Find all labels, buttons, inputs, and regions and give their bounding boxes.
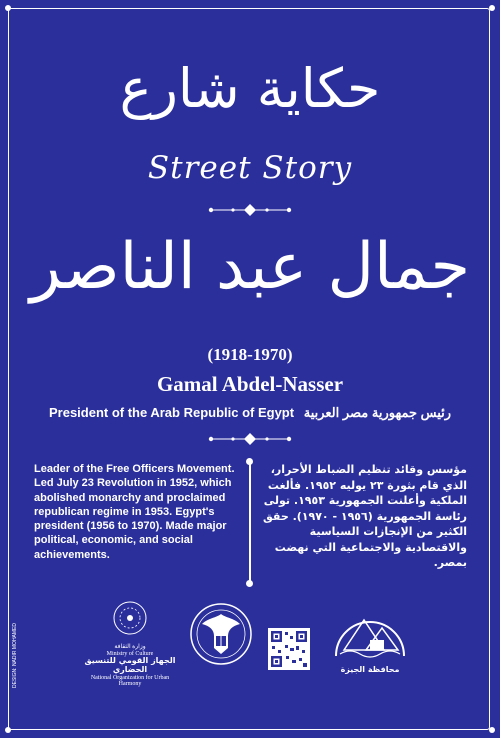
ministry-label-english: Ministry of Culture [106,650,154,657]
life-years: (1918-1970) [207,345,293,364]
person-title [0,405,500,421]
organization-label-english: National Organization for Urban Harmony [90,674,170,688]
arabic-logo-title: حكاية شارع [119,57,381,120]
person-title-english: President of the Arab Republic of Egypt [48,405,295,420]
english-logo-title: Street Story [147,150,353,186]
person-name-arabic: جمال عبد الناصر [29,230,471,304]
vertical-divider [249,462,251,584]
ministry-emblem-icon [82,598,178,640]
corner-dot [5,5,11,11]
ministry-label-arabic: وزارة الثقافة [114,644,146,650]
biography-arabic: مؤسس وقائد تنظيم الضباط الأحرار، الذي قام بثورة ٢٣ يوليه ١٩٥٢. فألغت الملكية وأعلنت الجمهورية ١٩٥٣. تولى رئاسة الجمهورية (١٩٥٦ - ١٩٧٠). حقق الكثير من الإنجازات السياسية والاقتصادية والاجتماعية التي نهضت بمصر. [262,463,467,569]
pyramids-icon [330,598,410,662]
organization-label-arabic: الجهاز القومي للتنسيق الحضاري [84,656,176,674]
giza-label-arabic: محافظة الجيزة [340,665,400,674]
qr-code-icon [268,628,310,670]
eagle-emblem-icon [186,600,256,672]
biography-english: Leader of the Free Officers Movement. Led July 23 Revolution in 1952, which abolished monarchy and proclaimed republican regime in 1953. Egypt's president (1956 to 1970). Made major political, economic, and social achievements. [34,463,235,561]
person-title-arabic: رئيس جمهورية مصر العربية [303,405,452,420]
ornament-divider-middle [0,432,500,446]
corner-dot [489,727,495,733]
qr-code[interactable] [268,628,310,670]
designer-credit: DESIGN: NADIR MOHAMED [12,622,18,688]
corner-dot [489,5,495,11]
corner-dot [5,727,11,733]
person-name-english: Gamal Abdel-Nasser [156,372,344,396]
ornament-divider-top [0,203,500,217]
giza-governorate-logo [330,598,410,682]
egypt-eagle-seal-logo [186,600,256,672]
divider-dot [246,580,253,587]
urban-harmony-logo [82,598,178,688]
